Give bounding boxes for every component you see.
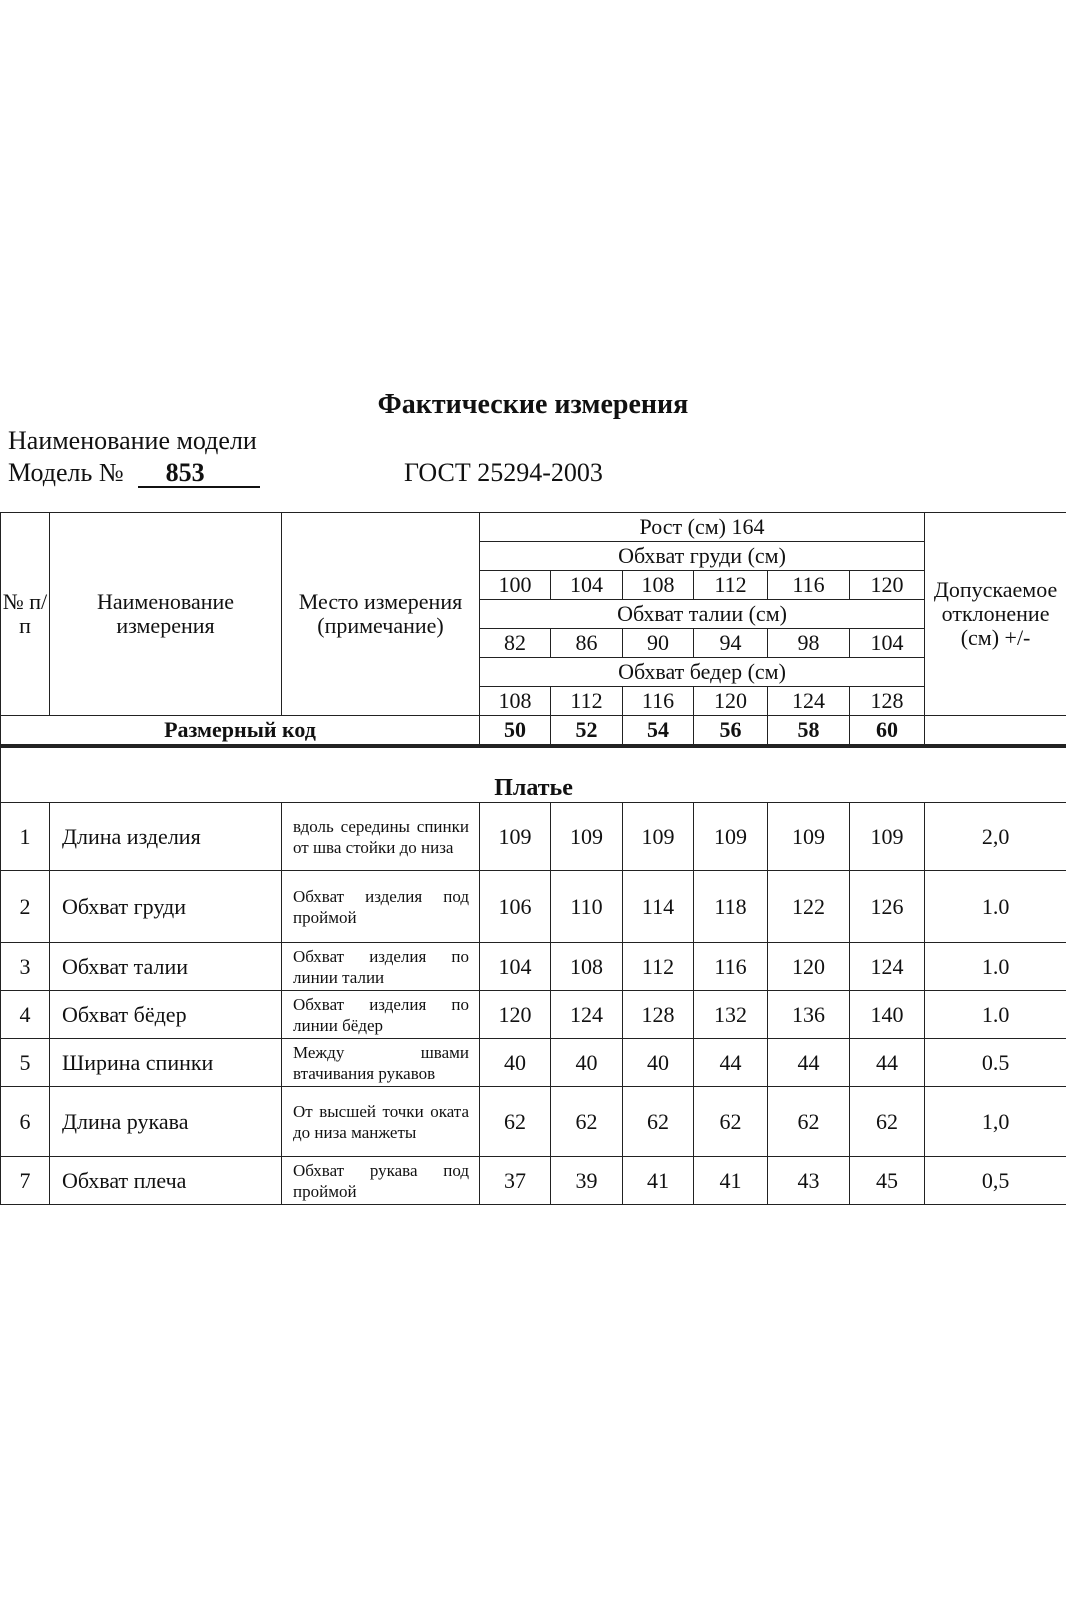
tolerance-value: 1.0 [925,943,1066,991]
waist-value: 86 [551,629,623,658]
measurement-value: 109 [694,803,768,871]
measurement-value: 109 [551,803,623,871]
page-title: Фактические измерения [377,389,689,420]
measurement-name: Ширина спинки [50,1039,282,1087]
measurement-note: вдоль середины спинки от шва стойки до низа [282,803,480,871]
measurement-value: 40 [623,1039,694,1087]
row-number: 5 [1,1039,50,1087]
table-row [1,1039,1066,1087]
waist-value: 90 [623,629,694,658]
measurement-value: 43 [768,1157,850,1205]
measurement-value: 104 [480,943,551,991]
size-code: 58 [768,716,850,745]
measurement-note: Обхват изделия под проймой [282,871,480,943]
tolerance-value: 2,0 [925,803,1066,871]
measurement-value: 44 [694,1039,768,1087]
measurement-value: 62 [694,1087,768,1157]
chest-value: 116 [768,571,850,600]
table-row [1,871,1066,943]
measurement-value: 114 [623,871,694,943]
measurement-value: 62 [551,1087,623,1157]
row-number: 1 [1,803,50,871]
chest-value: 120 [850,571,925,600]
measurement-value: 116 [694,943,768,991]
measurement-name: Обхват плеча [50,1157,282,1205]
size-code-label: Размерный код [1,716,480,745]
chest-value: 112 [694,571,768,600]
chest-value: 100 [480,571,551,600]
measurement-value: 140 [850,991,925,1039]
waist-header: Обхват талии (см) [480,600,925,629]
row-number: 4 [1,991,50,1039]
measurement-value: 124 [850,943,925,991]
size-code: 60 [850,716,925,745]
measurement-value: 128 [623,991,694,1039]
measurement-name: Обхват груди [50,871,282,943]
chest-value: 108 [623,571,694,600]
header-table [0,512,1066,745]
model-number-line [8,457,260,489]
measurement-value: 109 [623,803,694,871]
measurement-value: 109 [850,803,925,871]
measurement-value: 62 [480,1087,551,1157]
measurement-value: 124 [551,991,623,1039]
measurement-value: 108 [551,943,623,991]
measurement-value: 44 [768,1039,850,1087]
measurement-value: 39 [551,1157,623,1205]
standard-label: ГОСТ 25294-2003 [404,458,603,487]
measurement-note: От высшей точки оката до низа манжеты [282,1087,480,1157]
table-row [1,803,1066,871]
measurement-name: Длина рукава [50,1087,282,1157]
place-header: Место измерения (примечание) [282,513,480,716]
measurement-value: 120 [768,943,850,991]
measurement-note: Обхват изделия по линии бёдер [282,991,480,1039]
measurement-value: 106 [480,871,551,943]
measurement-value: 112 [623,943,694,991]
height-header: Рост (см) 164 [480,513,925,542]
measurement-value: 118 [694,871,768,943]
tolerance-value: 0.5 [925,1039,1066,1087]
table-row [1,991,1066,1039]
waist-value: 98 [768,629,850,658]
measurement-value: 109 [480,803,551,871]
size-code: 52 [551,716,623,745]
measurement-value: 62 [768,1087,850,1157]
table-row [1,943,1066,991]
table-row [1,1157,1066,1205]
model-number-label: Модель № [8,458,124,487]
measurement-name: Длина изделия [50,803,282,871]
chest-value: 104 [551,571,623,600]
tolerance-value: 0,5 [925,1157,1066,1205]
model-name-label: Наименование модели [8,426,257,455]
waist-value: 82 [480,629,551,658]
size-code-blank [925,716,1066,745]
measurement-value: 109 [768,803,850,871]
measurement-note: Обхват изделия по линии талии [282,943,480,991]
tolerance-header: Допускаемое отклонение (см) +/- [925,513,1066,716]
row-number: 2 [1,871,50,943]
measurement-note: Между швами втачивания рукавов [282,1039,480,1087]
waist-value: 94 [694,629,768,658]
hips-header: Обхват бедер (см) [480,658,925,687]
hips-value: 112 [551,687,623,716]
hips-value: 128 [850,687,925,716]
size-code: 56 [694,716,768,745]
hips-value: 120 [694,687,768,716]
table-row [1,1087,1066,1157]
model-number-value: 853 [138,460,260,488]
measurement-value: 110 [551,871,623,943]
waist-value: 104 [850,629,925,658]
measurement-value: 126 [850,871,925,943]
size-code: 54 [623,716,694,745]
measurement-note: Обхват рукава под проймой [282,1157,480,1205]
measurement-value: 40 [480,1039,551,1087]
measurement-value: 44 [850,1039,925,1087]
measurement-value: 41 [623,1157,694,1205]
hips-value: 116 [623,687,694,716]
row-number: 6 [1,1087,50,1157]
tolerance-value: 1.0 [925,991,1066,1039]
measurement-value: 40 [551,1039,623,1087]
chest-header: Обхват груди (см) [480,542,925,571]
measurement-value: 62 [850,1087,925,1157]
measurements-table [0,747,1066,1205]
measurement-value: 41 [694,1157,768,1205]
hips-value: 108 [480,687,551,716]
row-number: 3 [1,943,50,991]
hips-value: 124 [768,687,850,716]
measurement-value: 45 [850,1157,925,1205]
section-title: Платье [1,748,1066,803]
measurement-name: Обхват бёдер [50,991,282,1039]
measurement-value: 62 [623,1087,694,1157]
tolerance-value: 1,0 [925,1087,1066,1157]
measurement-value: 120 [480,991,551,1039]
size-code: 50 [480,716,551,745]
name-header: Наименование измерения [50,513,282,716]
measurement-value: 37 [480,1157,551,1205]
measurement-value: 122 [768,871,850,943]
measurement-name: Обхват талии [50,943,282,991]
measurement-value: 136 [768,991,850,1039]
size-code-row [1,716,1066,745]
tolerance-value: 1.0 [925,871,1066,943]
measurement-value: 132 [694,991,768,1039]
num-header: № п/ п [1,513,50,716]
row-number: 7 [1,1157,50,1205]
